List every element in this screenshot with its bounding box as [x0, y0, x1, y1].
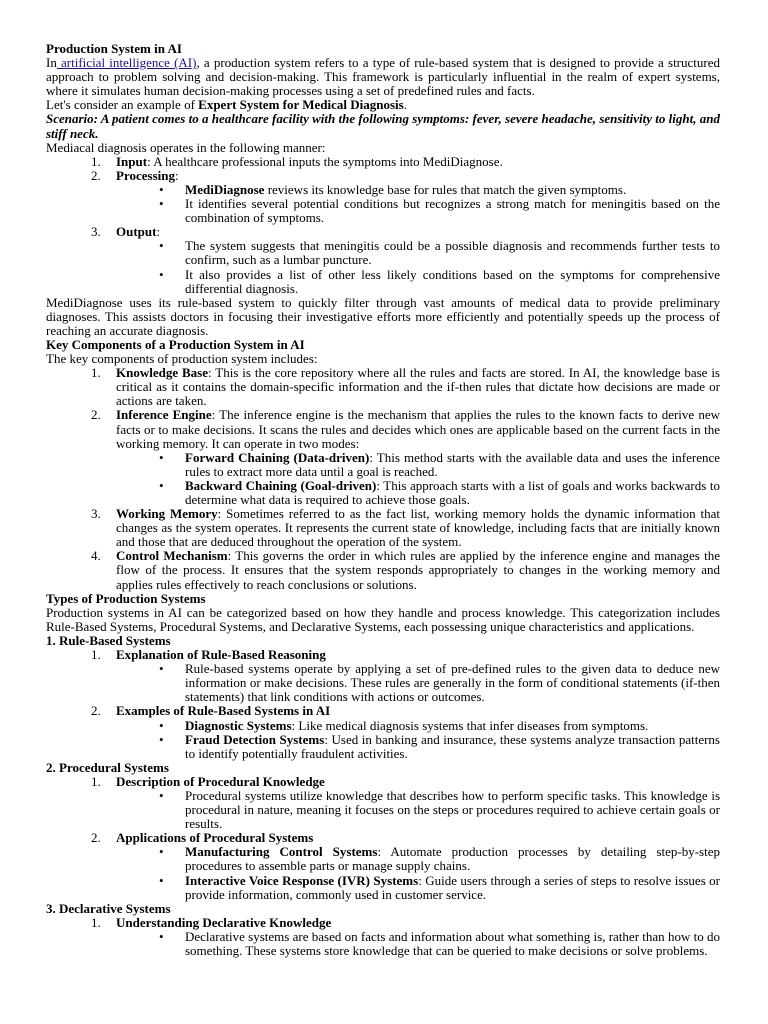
item-text: : This governs the order in which rules are applied by the inference engine and manages the flow of the process. It ensures that the system responds appropriately to changes in the working memory and applies rules effectively to reach conclusions or solutions. — [116, 548, 720, 592]
item-text: : — [174, 167, 179, 183]
item-text: : A healthcare professional inputs the symptoms into MediDiagnose. — [147, 153, 503, 169]
example-bold: Expert System for Medical Diagnosis — [198, 97, 404, 113]
item-text: : — [156, 224, 161, 240]
example-pre: Let's consider an example of — [46, 97, 199, 113]
list-item — [46, 916, 720, 958]
bullet-item — [46, 930, 720, 958]
list-number: 2. — [91, 407, 101, 423]
list-number: 2. — [91, 703, 101, 719]
bullet-item — [46, 662, 720, 704]
bullet-term: Diagnostic Systems — [185, 717, 292, 733]
item-term: Working Memory — [116, 506, 218, 522]
section-heading: 3. Declarative Systems — [46, 900, 171, 916]
item-term: Understanding Declarative Knowledge — [116, 914, 332, 930]
bullet-item — [46, 479, 720, 507]
item-term: Examples of Rule-Based Systems in AI — [116, 703, 331, 719]
key-components-heading: Key Components of a Production System in AI — [46, 336, 305, 352]
bullet-term: Fraud Detection Systems — [185, 731, 325, 747]
bullet-text: : Used in banking and insurance, these systems analyze transaction patterns to identify potentially fraudulent activities. — [185, 731, 720, 761]
list-number: 4. — [91, 548, 101, 564]
bullet-text: reviews its knowledge base for rules that match the given symptoms. — [264, 181, 627, 197]
bullet-icon: • — [159, 787, 164, 803]
bullet-text: It also provides a list of other less likely conditions based on the symptoms for comprehensive differential diagnosis. — [185, 266, 720, 296]
bullet-list — [116, 662, 720, 704]
list-item — [46, 366, 720, 408]
bullet-icon: • — [159, 661, 164, 677]
list-number: 3. — [91, 506, 101, 522]
bullet-item — [46, 183, 720, 197]
diag-summary: MediDiagnose uses its rule-based system to quickly filter through vast amounts of medical data to provide preliminary diagnoses. This assists doctors in focusing their investigative efforts more efficiently and potentially speeds up the process of reaching an accurate diagnosis. — [46, 294, 720, 338]
item-text: : This is the core repository where all the rules and facts are stored. In AI, the knowledge base is critical as it contains the domain-specific information and the if-then rules that dictate how decisions are made or actions are taken. — [116, 365, 720, 409]
item-term: Inference Engine — [116, 407, 212, 423]
document-page — [46, 42, 720, 958]
types-intro: Production systems in AI can be categorized based on how they handle and process knowledge. This categorization includes Rule-Based Systems, Procedural Systems, and Declarative Systems, each possessing unique characteristics and applications. — [46, 604, 720, 634]
example-post: . — [403, 97, 407, 113]
list-number: 1. — [91, 365, 101, 381]
list-item — [46, 169, 720, 225]
list-number: 3. — [91, 224, 101, 240]
page-title: Production System in AI — [46, 41, 182, 56]
example-paragraph — [46, 98, 720, 112]
list-number: 1. — [91, 153, 101, 169]
key-components-list — [46, 366, 720, 592]
bullet-text: Rule-based systems operate by applying a set of pre-defined rules to the given data to deduce new information or make decisions. These rules are generally in the form of conditional statements (if-then statements) that link conditions with actions or outcomes. — [185, 661, 720, 705]
item-term: Knowledge Base — [116, 365, 209, 381]
bullet-text: The system suggests that meningitis could be a possible diagnosis and recommends further tests to confirm, such as a lumbar puncture. — [185, 238, 720, 268]
bullet-list — [116, 845, 720, 901]
list-item — [46, 704, 720, 760]
bullet-icon: • — [159, 266, 164, 282]
bullet-item — [46, 197, 720, 225]
list-number: 1. — [91, 647, 101, 663]
bullet-text: Declarative systems are based on facts and information about what something is, rather than how to do something. These systems store knowledge that can be queried to make decisions or solve problems. — [185, 928, 720, 958]
bullet-term: MediDiagnose — [185, 181, 265, 197]
bullet-icon: • — [159, 717, 164, 733]
list-number: 2. — [91, 167, 101, 183]
bullet-icon: • — [159, 477, 164, 493]
bullet-icon: • — [159, 181, 164, 197]
item-term: Output — [116, 224, 157, 240]
intro-pre: In — [46, 55, 57, 71]
bullet-text: It identifies several potential conditions but recognizes a strong match for meningitis based on the combination of symptoms. — [185, 196, 720, 226]
types-heading: Types of Production Systems — [46, 590, 206, 606]
section-list — [46, 648, 720, 761]
item-term: Description of Procedural Knowledge — [116, 773, 325, 789]
bullet-text: : Guide users through a series of steps to resolve issues or provide information, commonly used in customer service. — [185, 872, 721, 902]
item-text: : The inference engine is the mechanism that applies the rules to the known facts to derive new facts or to make decisions. It scans the rules and decides which ones are applicable based on the current facts in the working memory. It can operate in two modes: — [116, 407, 720, 451]
bullet-list — [116, 930, 720, 958]
bullet-text: : This approach starts with a list of goals and works backwards to determine what data is required to achieve those goals. — [185, 477, 720, 507]
list-item — [46, 408, 720, 507]
list-item — [46, 155, 720, 169]
bullet-item — [46, 268, 720, 296]
bullet-icon: • — [159, 928, 164, 944]
bullet-item — [46, 239, 720, 267]
bullet-text: : This method starts with the available data and uses the inference rules to extract more data until a goal is reached. — [185, 449, 721, 479]
item-term: Explanation of Rule-Based Reasoning — [116, 647, 326, 663]
section-heading: 2. Procedural Systems — [46, 759, 169, 775]
section-list — [46, 916, 720, 958]
bullet-text: : Like medical diagnosis systems that infer diseases from symptoms. — [291, 717, 649, 733]
bullet-list — [116, 719, 720, 761]
list-item — [46, 648, 720, 704]
types-sections — [46, 634, 720, 958]
diag-steps-list — [46, 155, 720, 296]
item-term: Input — [116, 153, 148, 169]
item-term: Applications of Procedural Systems — [116, 830, 314, 846]
bullet-item — [46, 789, 720, 831]
bullet-icon: • — [159, 731, 164, 747]
item-text: : Sometimes referred to as the fact list, working memory holds the dynamic information that changes as the system operates. It represents the current state of knowledge, including facts that are initially known and those that are deduced throughout the operation of the system. — [116, 506, 721, 550]
list-item — [46, 549, 720, 591]
bullet-item — [46, 719, 720, 733]
bullet-item — [46, 733, 720, 761]
bullet-icon: • — [159, 449, 164, 465]
item-term: Processing — [116, 167, 175, 183]
key-intro: The key components of production system includes: — [46, 351, 318, 367]
scenario-paragraph: Scenario: A patient comes to a healthcare facility with the following symptoms: fever, severe headache, sensitivity to light, and stiff neck. — [46, 111, 720, 141]
ai-link[interactable]: artificial intelligence (AI) — [56, 55, 197, 71]
bullet-term: Forward Chaining (Data-driven) — [185, 449, 370, 465]
bullet-text: : Automate production processes by detailing step-by-step procedures to assemble parts or manage supply chains. — [185, 844, 721, 874]
bullet-term: Backward Chaining (Goal-driven) — [185, 477, 377, 493]
list-number: 2. — [91, 830, 101, 846]
bullet-list — [116, 451, 720, 507]
list-item — [46, 775, 720, 831]
bullet-item — [46, 845, 720, 873]
intro-post: , a production system refers to a type of rule-based system that is designed to provide a structured approach to problem solving and decision-making. This framework is particularly influential in the realm of expert systems, where it simulates human decision-making processes using a set of predefined rules and facts. — [46, 55, 720, 99]
section-list — [46, 775, 720, 902]
bullet-list — [116, 789, 720, 831]
bullet-item — [46, 451, 720, 479]
bullet-item — [46, 874, 720, 902]
list-item — [46, 507, 720, 549]
bullet-term: Manufacturing Control Systems — [185, 844, 378, 860]
bullet-icon: • — [159, 872, 164, 888]
list-number: 1. — [91, 773, 101, 789]
intro-paragraph — [46, 56, 720, 98]
bullet-term: Interactive Voice Response (IVR) Systems — [185, 872, 419, 888]
list-item — [46, 831, 720, 901]
bullet-icon: • — [159, 238, 164, 254]
bullet-icon: • — [159, 844, 164, 860]
bullet-list — [116, 239, 720, 295]
bullet-list — [116, 183, 720, 225]
list-item — [46, 225, 720, 295]
list-number: 1. — [91, 914, 101, 930]
section-heading: 1. Rule-Based Systems — [46, 632, 171, 648]
bullet-text: Procedural systems utilize knowledge that describes how to perform specific tasks. This knowledge is procedural in nature, meaning it focuses on the steps or procedures required to achieve certain goals or results. — [185, 787, 720, 832]
item-term: Control Mechanism — [116, 548, 228, 564]
diag-intro: Mediacal diagnosis operates in the following manner: — [46, 139, 326, 155]
bullet-icon: • — [159, 196, 164, 212]
